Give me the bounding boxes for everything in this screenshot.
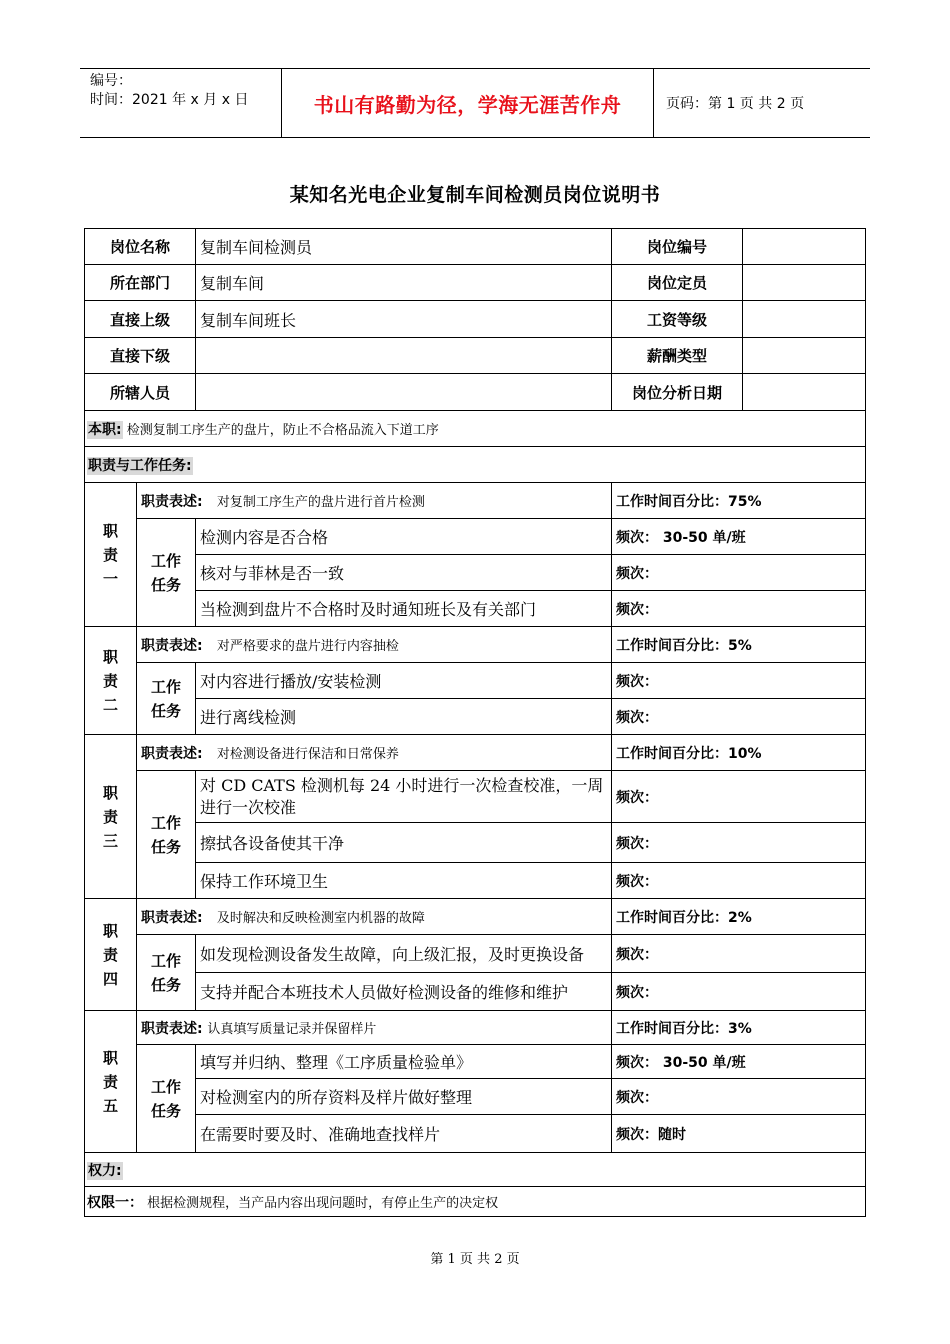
authority-cell: [85, 1187, 866, 1217]
task-freq: 频次：: [612, 699, 866, 735]
duty-desc-label: 职责表述:: [141, 493, 203, 510]
duty-desc-text: 对检测设备进行保洁和日常保养: [216, 746, 399, 762]
task-freq: 频次：: [612, 823, 866, 863]
duties-heading-row: [85, 447, 866, 483]
task-label-text: 工作任务: [150, 951, 181, 994]
duties-heading: 职责与工作任务:: [88, 457, 192, 474]
task-freq: 频次：: [612, 771, 866, 823]
info-label: 工资等级: [612, 301, 743, 338]
header-meta: [80, 69, 281, 137]
info-row: [85, 265, 866, 301]
task-text: 对内容进行播放/安装检测: [196, 663, 612, 699]
info-label: 岗位分析日期: [612, 374, 743, 411]
duty-desc-row: [85, 1011, 866, 1045]
task-row: [85, 519, 866, 555]
duty-name: [85, 899, 137, 1011]
duty-desc-row: [85, 735, 866, 771]
task-freq: 频次：: [612, 1079, 866, 1115]
duty-desc-label: 职责表述:: [141, 1020, 203, 1037]
info-label: 岗位定员: [612, 265, 743, 301]
duty-desc-row: [85, 483, 866, 519]
task-text: 检测内容是否合格: [196, 519, 612, 555]
task-row: [85, 973, 866, 1011]
duty-name-text: 职责三: [102, 783, 118, 850]
task-row: [85, 1115, 866, 1153]
duties-heading-cell: [85, 447, 866, 483]
duty-time-pct: 工作时间百分比：3%: [612, 1011, 866, 1045]
info-label: 岗位编号: [612, 229, 743, 265]
info-value: [196, 374, 612, 411]
task-freq: 频次： 30-50 单/班: [612, 519, 866, 555]
info-label: 岗位名称: [85, 229, 196, 265]
duty-name-text: 职责一: [102, 521, 118, 588]
info-row: [85, 229, 866, 265]
duty-desc-label: 职责表述:: [141, 745, 203, 762]
duty-name-text: 职责四: [102, 921, 118, 988]
duty-desc: [137, 1011, 612, 1045]
info-row: [85, 301, 866, 338]
info-value: [743, 374, 866, 411]
task-freq: 频次：: [612, 663, 866, 699]
info-value: [743, 301, 866, 338]
task-label: [137, 935, 196, 1011]
authority-row: [85, 1187, 866, 1217]
info-value: 复制车间: [196, 265, 612, 301]
task-text: 保持工作环境卫生: [196, 863, 612, 899]
task-row: [85, 1079, 866, 1115]
header-motto: 书山有路勤为径，学海无涯苦作舟: [281, 69, 654, 137]
task-row: [85, 555, 866, 591]
task-row: [85, 1045, 866, 1079]
authority-label: 权限一：: [87, 1194, 143, 1211]
authority-heading-cell: [85, 1153, 866, 1187]
task-label-text: 工作任务: [150, 551, 181, 594]
info-value: [196, 338, 612, 374]
duty-desc-row: [85, 899, 866, 935]
info-label: 直接上级: [85, 301, 196, 338]
info-value: 复制车间班长: [196, 301, 612, 338]
task-text: 在需要时要及时、准确地查找样片: [196, 1115, 612, 1153]
task-label: [137, 663, 196, 735]
task-text: 当检测到盘片不合格时及时通知班长及有关部门: [196, 591, 612, 627]
duty-desc: [137, 899, 612, 935]
task-row: [85, 863, 866, 899]
header-page-info: 页码：第 1 页 共 2 页: [666, 96, 805, 112]
duty-name: [85, 627, 137, 735]
info-row: [85, 338, 866, 374]
duty-desc: [137, 483, 612, 519]
task-label-text: 工作任务: [150, 677, 181, 720]
duty-desc-row: [85, 627, 866, 663]
duty-time-pct: 工作时间百分比：10%: [612, 735, 866, 771]
job-description-table: [84, 228, 865, 1217]
duty-desc: [137, 735, 612, 771]
task-text: 支持并配合本班技术人员做好检测设备的维修和维护: [196, 973, 612, 1011]
duty-name: [85, 735, 137, 899]
duty-name-text: 职责二: [102, 647, 118, 714]
task-freq: 频次：: [612, 935, 866, 973]
info-value: [743, 338, 866, 374]
task-freq: 频次：: [612, 555, 866, 591]
page-header: [80, 68, 870, 138]
task-row: [85, 699, 866, 735]
duty-desc: [137, 627, 612, 663]
duty-time-pct: 工作时间百分比：75%: [612, 483, 866, 519]
task-freq: 频次：: [612, 863, 866, 899]
duty-name: [85, 1011, 137, 1153]
duty-time-pct: 工作时间百分比：5%: [612, 627, 866, 663]
info-value: [743, 229, 866, 265]
core-duty-row: [85, 411, 866, 447]
task-text: 进行离线检测: [196, 699, 612, 735]
duty-name-text: 职责五: [102, 1048, 118, 1115]
task-freq: 频次：随时: [612, 1115, 866, 1153]
document-title: 某知名光电企业复制车间检测员岗位说明书: [289, 184, 661, 206]
task-row: [85, 663, 866, 699]
task-row: [85, 935, 866, 973]
info-label: 所在部门: [85, 265, 196, 301]
authority-heading: 权力:: [88, 1162, 122, 1179]
task-freq: 频次：: [612, 591, 866, 627]
task-text: 如发现检测设备发生故障，向上级汇报，及时更换设备: [196, 935, 612, 973]
task-label: [137, 519, 196, 627]
task-row: [85, 823, 866, 863]
task-freq: 频次： 30-50 单/班: [612, 1045, 866, 1079]
task-text: 对 CD CATS 检测机每 24 小时进行一次检查校准，一周进行一次校准: [196, 771, 612, 823]
info-label: 直接下级: [85, 338, 196, 374]
time-label: 时间：2021 年 x 月 x 日: [90, 92, 249, 108]
page-footer: 第 1 页 共 2 页: [430, 1252, 520, 1267]
task-freq: 频次：: [612, 973, 866, 1011]
info-value: [743, 265, 866, 301]
task-text: 擦拭各设备使其干净: [196, 823, 612, 863]
core-duty-text: 检测复制工序生产的盘片，防止不合格品流入下道工序: [126, 422, 439, 438]
task-text: 核对与菲林是否一致: [196, 555, 612, 591]
info-row: [85, 374, 866, 411]
duty-desc-text: 及时解决和反映检测室内机器的故障: [216, 910, 425, 926]
duty-desc-text: 对复制工序生产的盘片进行首片检测: [216, 494, 425, 510]
core-duty-cell: [85, 411, 866, 447]
core-duty-label: 本职:: [88, 421, 122, 438]
task-label-text: 工作任务: [150, 813, 181, 856]
duty-desc-label: 职责表述:: [141, 909, 203, 926]
duty-desc-text: 认真填写质量记录并保留样片: [207, 1021, 377, 1037]
authority-text: 根据检测规程，当产品内容出现问题时，有停止生产的决定权: [147, 1195, 499, 1211]
duty-name: [85, 483, 137, 627]
duty-desc-text: 对严格要求的盘片进行内容抽检: [216, 638, 399, 654]
info-label: 薪酬类型: [612, 338, 743, 374]
duty-desc-label: 职责表述:: [141, 637, 203, 654]
duty-time-pct: 工作时间百分比：2%: [612, 899, 866, 935]
info-label: 所辖人员: [85, 374, 196, 411]
authority-heading-row: [85, 1153, 866, 1187]
info-value: 复制车间检测员: [196, 229, 612, 265]
task-label-text: 工作任务: [150, 1077, 181, 1120]
task-text: 填写并归纳、整理《工序质量检验单》: [196, 1045, 612, 1079]
task-text: 对检测室内的所存资料及样片做好整理: [196, 1079, 612, 1115]
task-label: [137, 771, 196, 899]
serial-label: 编号：: [90, 73, 132, 89]
task-label: [137, 1045, 196, 1153]
task-row: [85, 591, 866, 627]
task-row: [85, 771, 866, 823]
